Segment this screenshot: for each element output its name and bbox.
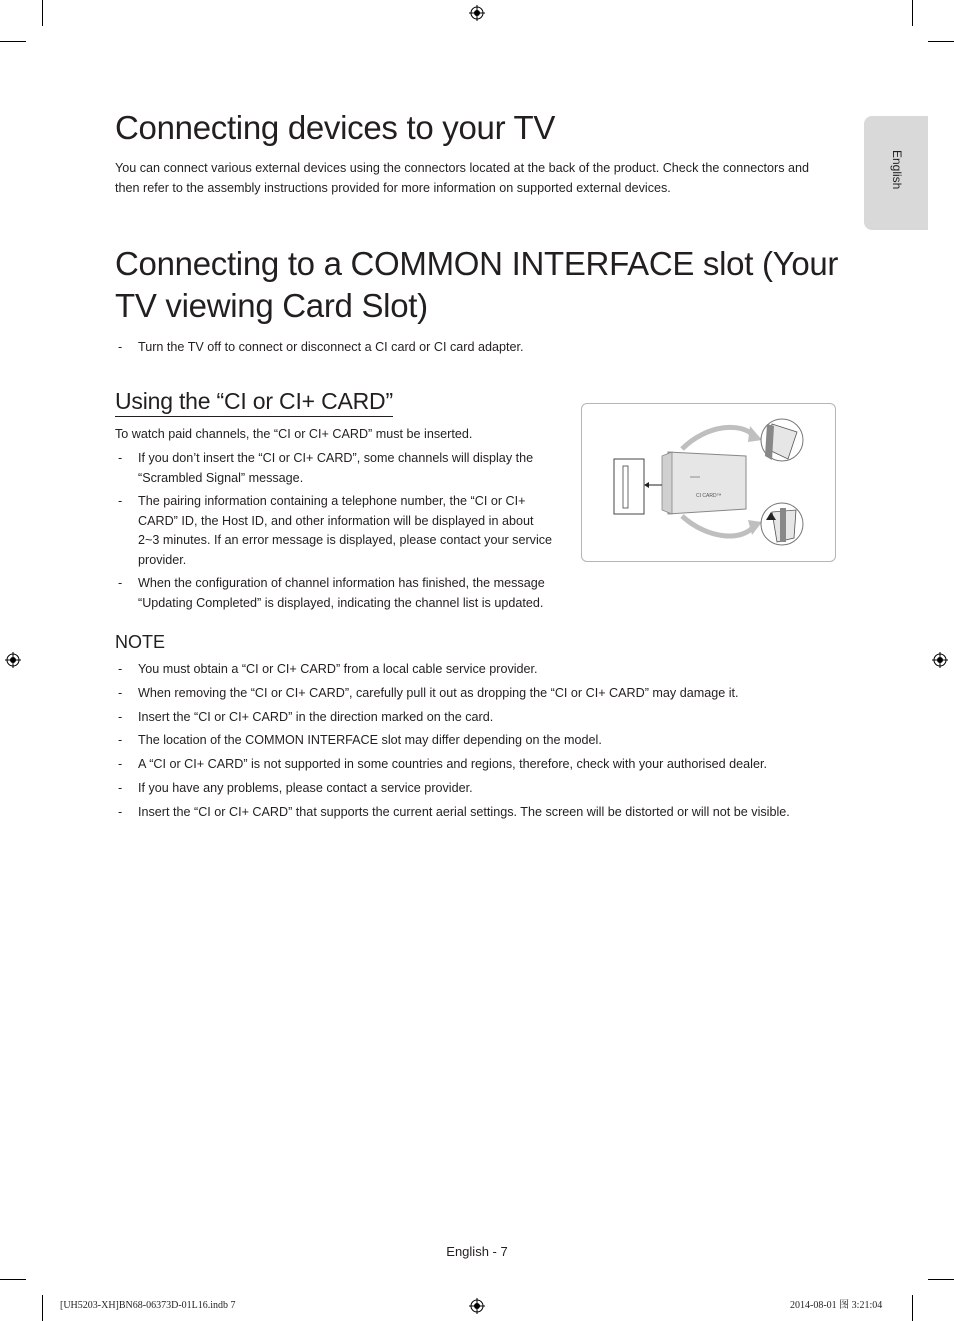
list-item-text: If you have any problems, please contact a service provider. xyxy=(138,781,473,795)
intro-paragraph xyxy=(115,159,845,198)
language-tab xyxy=(864,116,928,230)
bullet-dash: - xyxy=(118,757,123,771)
arrow-left-icon xyxy=(644,482,649,488)
list-item-text: Insert the “CI or CI+ CARD” that supports the current aerial settings. The screen will be distorted or will not be visible. xyxy=(138,805,790,819)
list-item-line: “Updating Completed” is displayed, indicating the channel list is updated. xyxy=(138,595,544,610)
crop-mark xyxy=(0,1279,26,1280)
registration-mark-icon xyxy=(469,1298,485,1314)
list-item-line: 2~3 minutes. If an error message is displayed, please contact your service xyxy=(138,533,553,547)
list-item-line: When the configuration of channel information has finished, the message xyxy=(138,576,545,590)
registration-mark-icon xyxy=(5,652,21,668)
ci-card-illustration xyxy=(582,404,835,561)
list-item-text: You must obtain a “CI or CI+ CARD” from a local cable service provider. xyxy=(138,662,538,676)
using-intro: To watch paid channels, the “CI or CI+ CARD” must be inserted. xyxy=(115,427,473,441)
crop-mark xyxy=(42,0,43,26)
list-item-text: When removing the “CI or CI+ CARD”, carefully pull it out as dropping the “CI or CI+ CARD” may damage it. xyxy=(138,686,739,700)
bullet-dash: - xyxy=(118,733,123,747)
print-footer-file: [UH5203-XH]BN68-06373D-01L16.indb 7 xyxy=(60,1300,236,1311)
list-item-line: The pairing information containing a telephone number, the “CI or CI+ xyxy=(138,494,526,508)
bullet-dash: - xyxy=(118,686,123,700)
bullet-dash: - xyxy=(118,451,123,465)
crop-mark xyxy=(928,1279,954,1280)
page-title: Connecting devices to your TV xyxy=(115,109,556,146)
bullet-dash: - xyxy=(118,494,123,508)
list-item-text: A “CI or CI+ CARD” is not supported in some countries and regions, therefore, check with your authorised dealer. xyxy=(138,757,767,771)
crop-mark xyxy=(928,41,954,42)
curved-arrow-icon xyxy=(682,516,754,536)
language-tab-label: English xyxy=(890,150,904,190)
section-heading-line: Connecting to a COMMON INTERFACE slot (Your xyxy=(115,245,839,282)
curved-arrow-icon xyxy=(682,427,754,449)
section-heading-ci xyxy=(115,243,838,327)
card-label: CI CARD™ xyxy=(696,493,722,499)
crop-mark xyxy=(42,1295,43,1321)
bullet-dash: - xyxy=(118,340,123,354)
registration-mark-icon xyxy=(932,652,948,668)
list-item-line: provider. xyxy=(138,552,187,567)
ci-note-text: Turn the TV off to connect or disconnect a CI card or CI card adapter. xyxy=(138,340,524,354)
crop-mark xyxy=(912,0,913,26)
intro-line: You can connect various external devices using the connectors located at the back of the product. Check the connectors and xyxy=(115,161,810,175)
print-footer-timestamp: 2014-08-01 图 3:21:04 xyxy=(790,1300,883,1311)
section-heading-line: TV viewing Card Slot) xyxy=(115,287,428,324)
bullet-dash: - xyxy=(118,662,123,676)
list-item-text: Insert the “CI or CI+ CARD” in the direction marked on the card. xyxy=(138,710,494,724)
crop-mark xyxy=(912,1295,913,1321)
bullet-dash: - xyxy=(118,710,123,724)
crop-mark xyxy=(0,41,26,42)
subheading-ci-card: Using the “CI or CI+ CARD” xyxy=(115,387,393,417)
bullet-dash: - xyxy=(118,781,123,795)
list-item-line: “Scrambled Signal” message. xyxy=(138,470,304,485)
list-item-text: The location of the COMMON INTERFACE slot may differ depending on the model. xyxy=(138,733,602,747)
note-heading: NOTE xyxy=(115,632,166,652)
registration-mark-icon xyxy=(469,5,485,21)
list-item-line: CARD” ID, the Host ID, and other information will be displayed in about xyxy=(138,513,534,528)
page-number: English - 7 xyxy=(446,1244,508,1259)
bullet-dash: - xyxy=(118,576,123,590)
list-item-line: If you don’t insert the “CI or CI+ CARD”, some channels will display the xyxy=(138,451,534,465)
intro-line: then refer to the assembly instructions provided for more information on supported external devices. xyxy=(115,180,671,195)
bullet-dash: - xyxy=(118,805,123,819)
ci-card-figure xyxy=(581,403,836,562)
